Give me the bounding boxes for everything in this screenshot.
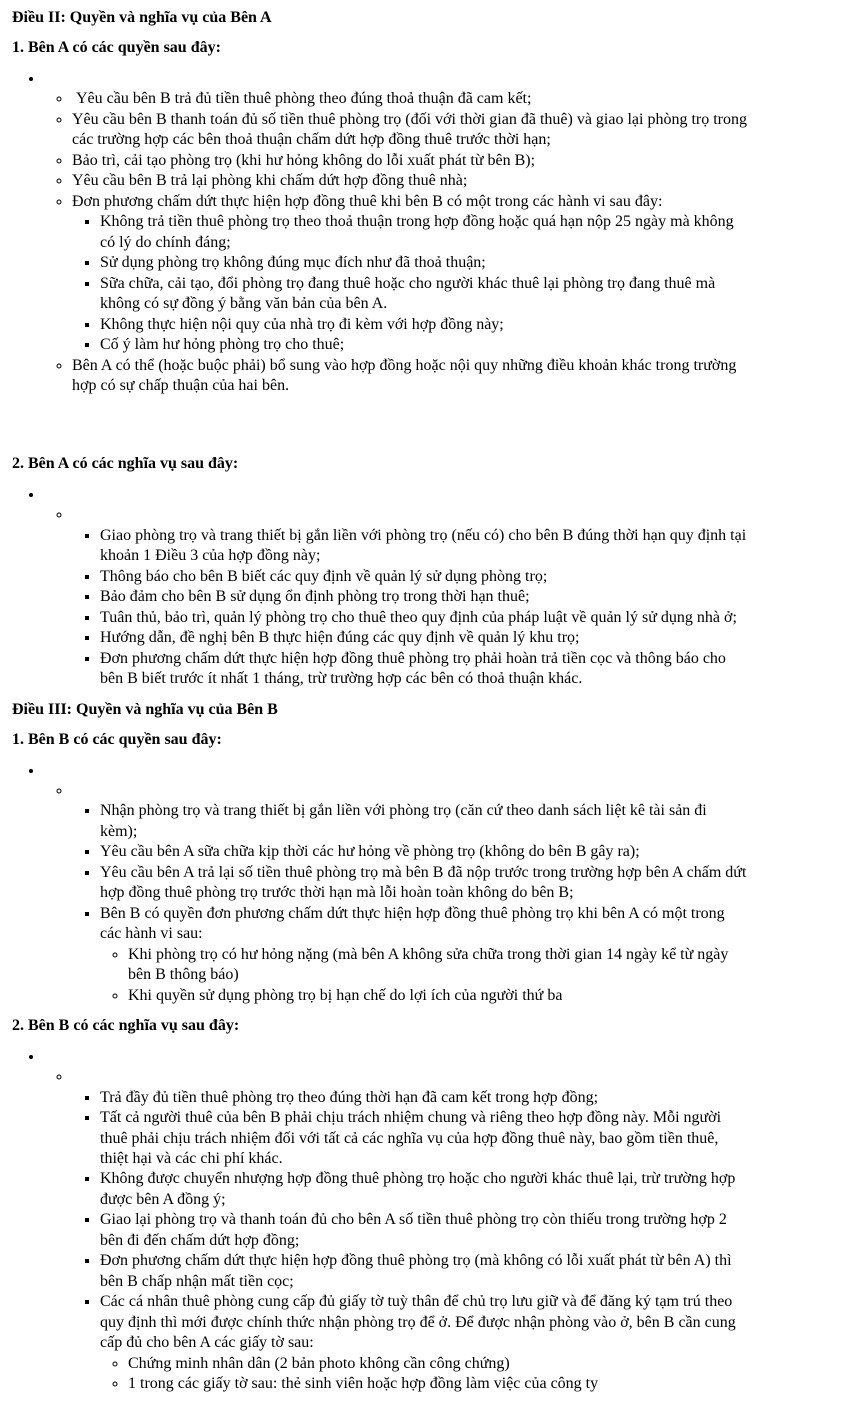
list-item-text: Nhận phòng trọ và trang thiết bị gắn liền với phòng trọ (căn cứ theo danh sách liệt kê tài sản đi kèm); [100,802,711,840]
list-item [128,1354,748,1374]
list-item-text: Yêu cầu bên A sữa chữa kịp thời các hư hỏng về phòng trọ (không do bên B gây ra); [100,843,640,861]
list-item [44,69,752,397]
list-item-text: Giao phòng trọ và trang thiết bị gắn liền với phòng trọ (nếu có) cho bên B đúng thời hạn quy định tại khoản 1 Điều 3 của hợp đồng này; [100,526,751,565]
list-item [100,567,748,587]
list-item-text: 1 trong các giấy tờ sau: thẻ sinh viên hoặc hợp đồng làm việc của công ty [128,1375,599,1393]
list-item-text: Giao lại phòng trọ và thanh toán đủ cho bên A số tiền thuê phòng trọ còn thiếu trong trường hợp 2 bên đi đến chấm dứt hợp đồng; [100,1211,731,1249]
list-item [100,801,748,842]
list-item-text: Cố ý làm hư hỏng phòng trọ cho thuê; [100,336,345,354]
list-item-text: Yêu cầu bên B thanh toán đủ số tiền thuê phòng trọ (đối với thời gian đã thuê) và giao lại phòng trọ trong các trường hợp các bên thoả thuận chấm dứt hợp đồng thuê trước thời hạn; [72,110,752,149]
list-item [100,842,748,862]
section-heading: Điều II: Quyền và nghĩa vụ của Bên A [12,9,272,26]
list-item [100,628,748,648]
list-item [72,192,748,356]
list-level-2 [44,781,751,1006]
list-item [44,1047,748,1395]
list-item [72,781,751,1006]
list-item [72,110,752,151]
list-item-text: Không được chuyển nhượng hợp đồng thuê phòng trọ hoặc cho người khác thuê lại, trừ trường hợp được bên A đồng ý; [100,1170,740,1208]
section-heading: Điều III: Quyền và nghĩa vụ của Bên B [12,700,278,718]
list-item-text: Sữa chữa, cải tạo, đổi phòng trọ đang thuê hoặc cho người khác thuê lại phòng trọ đang thuê mà không có sự đồng ý bằng văn bản của bên A. [100,274,720,313]
list-item-text [44,486,48,503]
list-item [72,356,748,397]
list-item-text: Sử dụng phòng trọ không đúng mục đích như đã thoả thuận; [100,254,486,272]
list-level-3 [72,526,751,690]
list-item [100,1210,748,1251]
list-item [100,253,748,273]
list-level-2 [44,505,751,689]
list-level-1 [12,1047,748,1395]
list-item [100,904,748,1006]
list-level-3 [72,1088,748,1395]
list-item [72,1067,748,1395]
list-item-text: Hướng dẫn, đề nghị bên B thực hiện đúng các quy định về quản lý khu trọ; [100,629,580,647]
list-item [100,649,748,690]
list-item-text [44,762,48,779]
list-item [100,212,748,253]
list-level-4 [100,1354,748,1395]
list-item-text: Các cá nhân thuê phòng cung cấp đủ giấy tờ tuỳ thân để chủ trọ lưu giữ và để đăng ký tạm trú theo quy định thì mới được chính thức nhận phòng trọ để ở. Để được nhận phòng vào ở, bên B cần cung cấp đủ cho bên A các giấy tờ sau: [100,1293,740,1352]
list-item-text: Thông báo cho bên B biết các quy định về quản lý sử dụng phòng trọ; [100,567,548,585]
list-item-text: Trả đầy đủ tiền thuê phòng trọ theo đúng thời hạn đã cam kết trong hợp đồng; [100,1088,599,1106]
list-item [100,335,748,355]
list-item [100,587,748,607]
list-item [72,171,748,191]
list-level-3 [72,212,748,355]
list-item-text: Đơn phương chấm dứt thực hiện hợp đồng thuê phòng trọ (mà không có lỗi xuất phát từ bên A) thì bên B chấp nhận mất tiền cọc; [100,1252,736,1290]
list-item-text: Bên A có thể (hoặc buộc phải) bổ sung vào hợp đồng hoặc nội quy những điều khoản khác trong trường hợp có sự chấp thuận của hai bên. [72,356,741,394]
list-level-3 [72,801,751,1006]
list-item [100,1088,748,1108]
list-item-text: Chứng minh nhân dân (2 bản photo không cần công chứng) [128,1354,510,1372]
list-level-4 [100,945,748,1006]
document [12,8,752,1395]
list-level-1 [12,761,751,1007]
list-item [44,761,751,1007]
list-item-text: Yêu cầu bên B trả lại phòng khi chấm dứt hợp đồng thuê nhà; [72,172,468,190]
list-item [100,863,751,904]
list-item [100,608,748,628]
section-heading: 2. Bên A có các nghĩa vụ sau đây: [12,455,239,473]
list-item-text: Đơn phương chấm dứt thực hiện hợp đồng thuê khi bên B có một trong các hành vi sau đây: [72,192,663,210]
list-item [72,89,748,109]
list-item-text [44,70,48,87]
section-heading: 1. Bên B có các quyền sau đây: [12,731,222,749]
list-item-text: Bên B có quyền đơn phương chấm dứt thực hiện hợp đồng thuê phòng trọ khi bên A có một trong các hành vi sau: [100,904,729,943]
section-heading: 2. Bên B có các nghĩa vụ sau đây: [12,1017,240,1035]
list-item-text [44,1048,48,1065]
list-item [44,485,751,690]
list-item [100,1251,748,1292]
list-item-text: Bảo đảm cho bên B sử dụng ổn định phòng trọ trong thời hạn thuê; [100,588,530,606]
list-item-text: Yêu cầu bên A trả lại số tiền thuê phòng trọ mà bên B đã nộp trước trong trường hợp bên A chấm dứt hợp đồng thuê phòng trọ trước thời hạn mà lỗi hoàn toàn không do bên B; [100,863,751,902]
list-item [72,505,751,689]
list-item-text: Tất cả người thuê của bên B phải chịu trách nhiệm chung và riêng theo hợp đồng này. Mỗi người thuê phải chịu trách nhiệm đối với tất cả các nghĩa vụ của hợp đồng thuê này, bao gồm tiền thuê, thiệt hại và các chi phí khác. [100,1109,726,1167]
list-item [72,151,748,171]
list-item-text: Khi phòng trọ có hư hỏng nặng (mà bên A không sửa chữa trong thời gian 14 ngày kể từ ngày bên B thông báo) [128,945,733,984]
list-level-1 [12,485,751,690]
section-spacer [12,396,748,444]
section-heading: 1. Bên A có các quyền sau đây: [12,39,221,57]
list-item-text: Không trả tiền thuê phòng trọ theo thoả thuận trong hợp đồng hoặc quá hạn nộp 25 ngày mà không có lý do chính đáng; [100,213,738,251]
list-item [100,526,751,567]
list-item-text [72,1068,76,1085]
list-item-text: Đơn phương chấm dứt thực hiện hợp đồng thuê phòng trọ phải hoàn trả tiền cọc và thông báo cho bên B biết trước ít nhất 1 tháng, trừ trường hợp các bên có thoả thuận khác. [100,649,730,688]
list-item-text [72,506,76,523]
list-item [128,945,748,986]
list-item-text [72,782,76,799]
list-item [100,315,748,335]
list-level-2 [44,89,752,396]
list-item [100,1292,748,1394]
list-item-text: Không thực hiện nội quy của nhà trọ đi kèm với hợp đồng này; [100,315,504,333]
list-level-2 [44,1067,748,1395]
list-item-text: Tuân thủ, bảo trì, quản lý phòng trọ cho thuê theo quy định của pháp luật về quản lý sử dụng nhà ở; [100,608,737,626]
list-item-text: Khi quyền sử dụng phòng trọ bị hạn chế do lợi ích của người thứ ba [128,986,563,1004]
list-item-text: Yêu cầu bên B trả đủ tiền thuê phòng theo đúng thoả thuận đã cam kết; [72,90,532,108]
list-item [100,1108,748,1169]
list-item [128,986,748,1006]
list-item-text: Bảo trì, cải tạo phòng trọ (khi hư hỏng không do lỗi xuất phát từ bên B); [72,151,536,169]
list-item [100,1169,748,1210]
list-item [128,1374,748,1394]
list-level-1 [12,69,752,397]
list-item [100,274,748,315]
